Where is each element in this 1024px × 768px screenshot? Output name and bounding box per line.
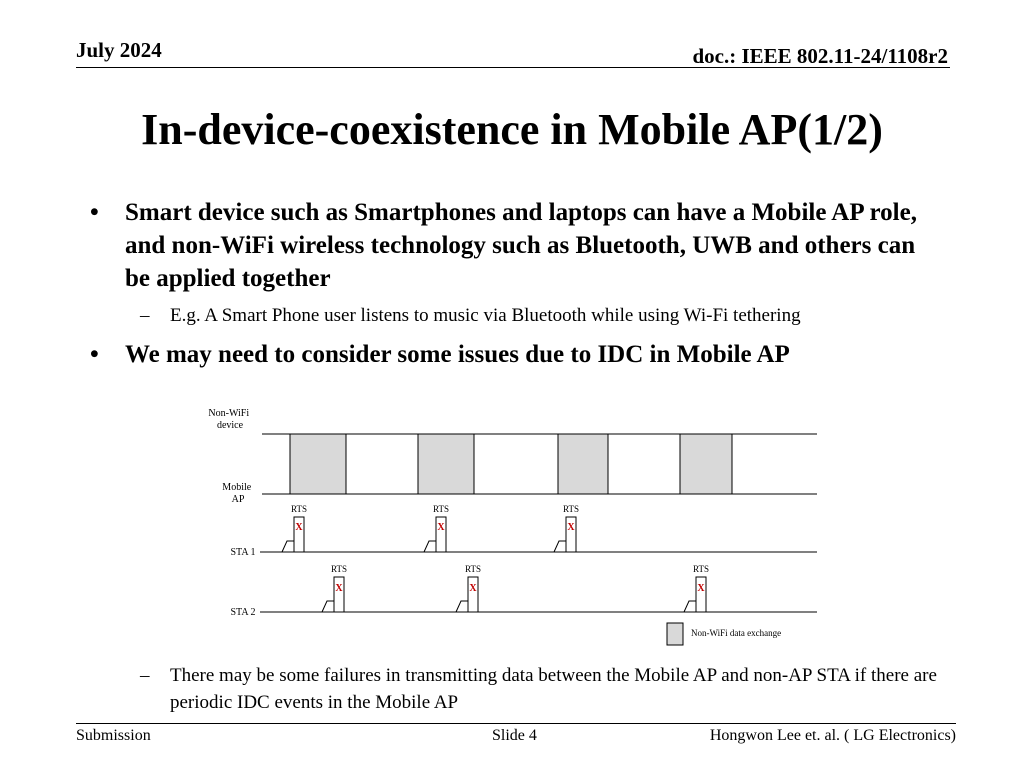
sub-bullet-example [140, 302, 940, 329]
rts-label: RTS [693, 564, 709, 574]
sta2-rts-attempt [456, 564, 481, 612]
rts-label: RTS [433, 504, 449, 514]
header-doc-id: doc.: IEEE 802.11-24/1108r2 [692, 44, 948, 68]
header-divider [76, 67, 950, 68]
idc-timing-diagram [200, 400, 840, 650]
bullet-smart-device [90, 196, 940, 295]
footer-author: Hongwon Lee et. al. ( LG Electronics) [709, 727, 956, 744]
label-non-wifi-device: Non-WiFi device [208, 408, 250, 431]
sub-bullet-text: E.g. A Smart Phone user listens to music via Bluetooth while using Wi-Fi tethering [170, 305, 801, 326]
rts-label: RTS [291, 504, 307, 514]
rts-label: RTS [465, 564, 481, 574]
sta1-rts-attempt [424, 504, 449, 552]
label-sta2: STA 2 [230, 607, 256, 618]
sta2-rts-attempt [684, 564, 709, 612]
sta1-rts-attempt [554, 504, 579, 552]
footer-divider [76, 723, 956, 724]
rts-label: RTS [563, 504, 579, 514]
idc-block [558, 434, 608, 494]
label-mobile-ap: Mobile AP [222, 482, 252, 505]
fail-mark: X [335, 583, 343, 594]
footer-submission: Submission [76, 727, 151, 744]
fail-mark: X [295, 522, 303, 533]
slide-title: In-device-coexistence in Mobile AP(1/2) [141, 105, 883, 154]
sta2-rts-attempt [322, 564, 347, 612]
bullet-idc-issues [90, 338, 940, 371]
fail-mark: X [469, 583, 477, 594]
fail-mark: X [567, 522, 575, 533]
sta1-rts-attempt [282, 504, 307, 552]
bullet-text: Smart device such as Smartphones and laptops can have a Mobile AP role, and non-WiFi wireless technology such as Bluetooth, UWB and others can be applied together [125, 199, 917, 292]
bullet-marker: • [90, 341, 99, 368]
bullet-marker: • [90, 199, 99, 226]
idc-block [418, 434, 474, 494]
sub-bullet-failures [140, 662, 940, 716]
bullet-text: We may need to consider some issues due to IDC in Mobile AP [125, 341, 790, 368]
legend-swatch [667, 623, 683, 645]
fail-mark: X [697, 583, 705, 594]
fail-mark: X [437, 522, 445, 533]
header-date: July 2024 [76, 38, 162, 62]
footer-slide-number: Slide 4 [492, 727, 537, 744]
idc-block [290, 434, 346, 494]
label-sta1: STA 1 [230, 547, 256, 558]
rts-label: RTS [331, 564, 347, 574]
sub-bullet-text: There may be some failures in transmitting data between the Mobile AP and non-AP STA if there are periodic IDC events in the Mobile AP [170, 665, 937, 713]
dash-marker: – [140, 305, 150, 326]
legend-label: Non-WiFi data exchange [691, 628, 782, 638]
dash-marker: – [140, 665, 150, 686]
idc-block [680, 434, 732, 494]
